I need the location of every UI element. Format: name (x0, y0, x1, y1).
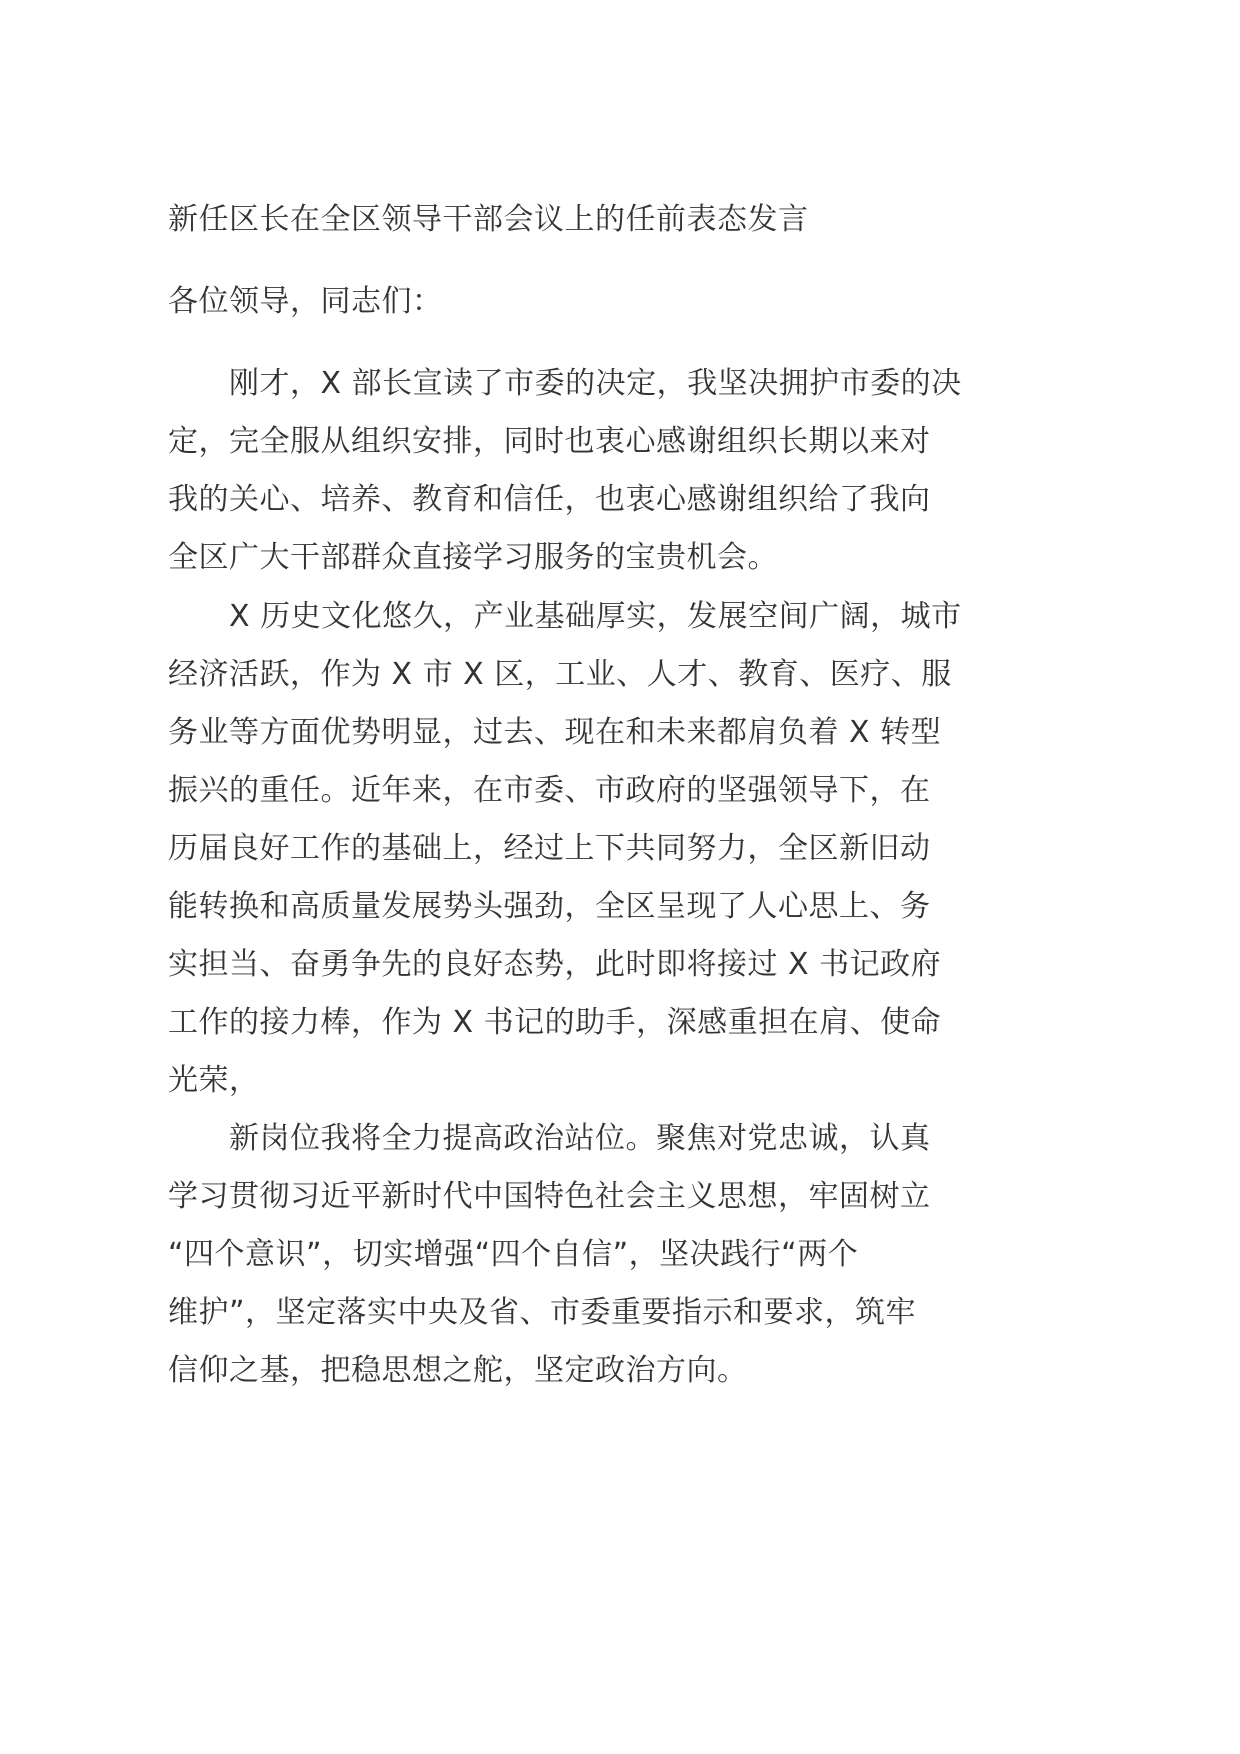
salutation: 各位领导，同志们： (168, 284, 443, 319)
paragraph-2-line: 历届良好工作的基础上，经过上下共同努力，全区新旧动 (168, 831, 931, 866)
paragraph-2-line: 经济活跃，作为 X 市 X 区，工业、人才、教育、医疗、服 (168, 657, 952, 692)
paragraph-3-line: 维护”，坚定落实中央及省、市委重要指示和要求，筑牢 (168, 1295, 917, 1330)
paragraph-1-line: 我的关心、培养、教育和信任，也衷心感谢组织给了我向 (168, 482, 931, 517)
paragraph-3-line: 信仰之基，把稳思想之舵，坚定政治方向。 (168, 1353, 748, 1388)
paragraph-3-line: 学习贯彻习近平新时代中国特色社会主义思想，牢固树立 (168, 1179, 931, 1214)
paragraph-2-line: 光荣， (168, 1063, 260, 1098)
paragraph-2-line: 务业等方面优势明显，过去、现在和未来都肩负着 X 转型 (168, 715, 942, 750)
paragraph-1-line: 全区广大干部群众直接学习服务的宝贵机会。 (168, 540, 778, 575)
paragraph-1-line: 刚才，X 部长宣读了市委的决定，我坚决拥护市委的决 (168, 366, 962, 401)
paragraph-2-line: 工作的接力棒，作为 X 书记的助手，深感重担在肩、使命 (168, 1005, 942, 1040)
paragraph-3-line: “四个意识”，切实增强“四个自信”，坚决践行“两个 (168, 1237, 859, 1272)
paragraph-3-line: 新岗位我将全力提高政治站位。聚焦对党忠诚，认真 (168, 1121, 931, 1156)
paragraph-2-line: 能转换和高质量发展势头强劲，全区呈现了人心思上、务 (168, 889, 931, 924)
paragraph-1-line: 定，完全服从组织安排，同时也衷心感谢组织长期以来对 (168, 424, 931, 459)
paragraph-2-line: 振兴的重任。近年来，在市委、市政府的坚强领导下，在 (168, 773, 931, 808)
document-title: 新任区长在全区领导干部会议上的任前表态发言 (168, 202, 809, 237)
paragraph-2-line: 实担当、奋勇争先的良好态势，此时即将接过 X 书记政府 (168, 947, 942, 982)
paragraph-2-line: X 历史文化悠久，产业基础厚实，发展空间广阔，城市 (168, 599, 962, 634)
